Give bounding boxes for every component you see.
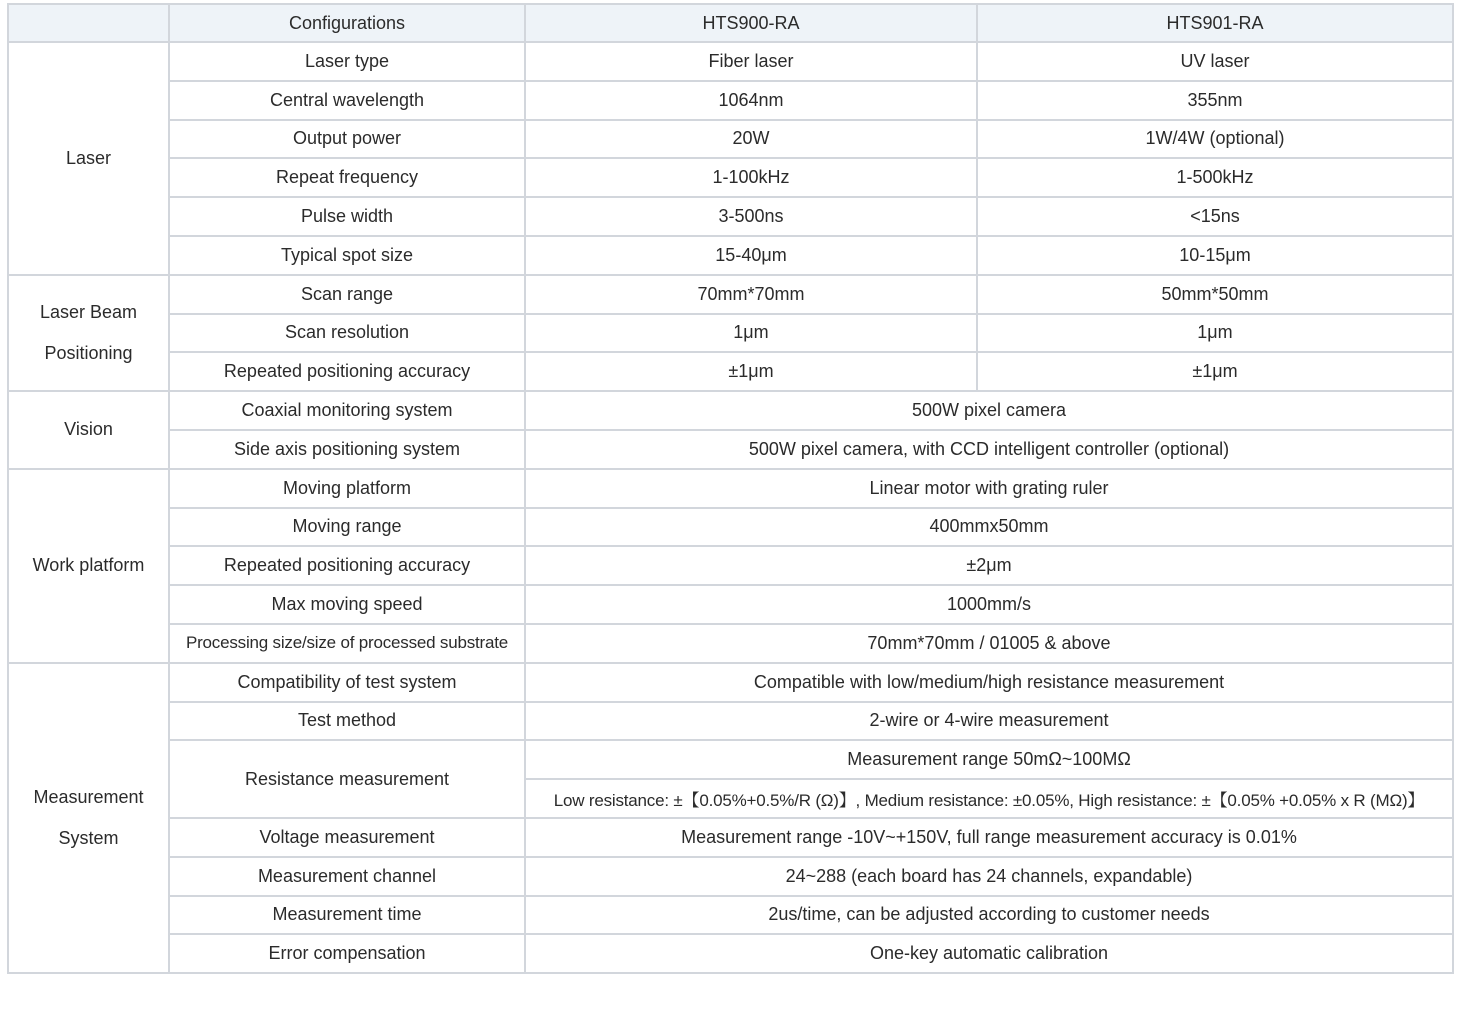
value-a-cell: 1μm — [525, 314, 977, 353]
table-row — [8, 546, 1453, 585]
param-cell: Pulse width — [169, 197, 525, 236]
value-merged-cell: Measurement range -10V~+150V, full range measurement accuracy is 0.01% — [525, 818, 1453, 857]
table-row — [8, 663, 1453, 702]
param-cell: Side axis positioning system — [169, 430, 525, 469]
param-cell: Moving range — [169, 508, 525, 547]
spec-table — [7, 3, 1454, 974]
value-merged-cell: 1000mm/s — [525, 585, 1453, 624]
header-configurations: Configurations — [169, 4, 525, 42]
param-cell: Max moving speed — [169, 585, 525, 624]
value-b-cell: 50mm*50mm — [977, 275, 1453, 314]
param-cell: Measurement channel — [169, 857, 525, 896]
value-b-cell: 1W/4W (optional) — [977, 120, 1453, 159]
value-a-cell: 1064nm — [525, 81, 977, 120]
value-a-cell: 1-100kHz — [525, 158, 977, 197]
table-row — [8, 391, 1453, 430]
value-merged-cell: 2-wire or 4-wire measurement — [525, 702, 1453, 741]
category-line: Positioning — [44, 342, 133, 363]
value-merged-cell: 500W pixel camera, with CCD intelligent controller (optional) — [525, 430, 1453, 469]
param-cell: Coaxial monitoring system — [169, 391, 525, 430]
table-row — [8, 430, 1453, 469]
value-merged-cell: Linear motor with grating ruler — [525, 469, 1453, 508]
param-cell: Moving platform — [169, 469, 525, 508]
value-a-cell: ±1μm — [525, 352, 977, 391]
value-b-cell: 10-15μm — [977, 236, 1453, 275]
table-row — [8, 81, 1453, 120]
value-b-cell: 355nm — [977, 81, 1453, 120]
param-cell: Measurement time — [169, 896, 525, 935]
value-merged-cell: One-key automatic calibration — [525, 934, 1453, 973]
header-model-b: HTS901-RA — [977, 4, 1453, 42]
value-b-cell: ±1μm — [977, 352, 1453, 391]
header-row — [8, 4, 1453, 42]
table-row — [8, 818, 1453, 857]
value-merged-cell: 2us/time, can be adjusted according to customer needs — [525, 896, 1453, 935]
value-b-cell: 1μm — [977, 314, 1453, 353]
param-cell: Scan resolution — [169, 314, 525, 353]
value-merged-cell: Compatible with low/medium/high resistance measurement — [525, 663, 1453, 702]
value-a-cell: 3-500ns — [525, 197, 977, 236]
category-line: System — [58, 827, 119, 848]
param-cell-resistance: Resistance measurement — [169, 740, 525, 818]
table-row — [8, 158, 1453, 197]
value-merged-cell: 400mmx50mm — [525, 508, 1453, 547]
table-row — [8, 857, 1453, 896]
table-row — [8, 740, 1453, 779]
header-blank-cell — [8, 4, 169, 42]
category-laser: Laser — [8, 42, 169, 275]
value-b-cell: UV laser — [977, 42, 1453, 81]
category-vision: Vision — [8, 391, 169, 469]
param-cell: Test method — [169, 702, 525, 741]
param-cell: Central wavelength — [169, 81, 525, 120]
table-row — [8, 702, 1453, 741]
category-laser-beam-positioning — [8, 275, 169, 391]
param-cell: Compatibility of test system — [169, 663, 525, 702]
param-cell: Repeated positioning accuracy — [169, 546, 525, 585]
value-a-cell: 20W — [525, 120, 977, 159]
category-line: Measurement — [33, 786, 144, 807]
category-work-platform: Work platform — [8, 469, 169, 663]
param-cell: Repeated positioning accuracy — [169, 352, 525, 391]
value-merged-cell: Low resistance: ±【0.05%+0.5%/R (Ω)】, Medium resistance: ±0.05%, High resistance: ±【0.05% +0.05% x R (MΩ)】 — [525, 779, 1453, 818]
table-row — [8, 585, 1453, 624]
table-row — [8, 275, 1453, 314]
table-row — [8, 197, 1453, 236]
value-merged-cell: 24~288 (each board has 24 channels, expandable) — [525, 857, 1453, 896]
param-cell: Output power — [169, 120, 525, 159]
value-a-cell: Fiber laser — [525, 42, 977, 81]
param-cell: Laser type — [169, 42, 525, 81]
table-row — [8, 120, 1453, 159]
table-row — [8, 352, 1453, 391]
param-cell: Voltage measurement — [169, 818, 525, 857]
value-a-cell: 70mm*70mm — [525, 275, 977, 314]
value-b-cell: 1-500kHz — [977, 158, 1453, 197]
value-merged-cell: Measurement range 50mΩ~100MΩ — [525, 740, 1453, 779]
header-model-a: HTS900-RA — [525, 4, 977, 42]
table-row — [8, 508, 1453, 547]
category-measurement-system — [8, 663, 169, 973]
value-a-cell: 15-40μm — [525, 236, 977, 275]
value-merged-cell: 500W pixel camera — [525, 391, 1453, 430]
value-b-cell: <15ns — [977, 197, 1453, 236]
table-row — [8, 896, 1453, 935]
param-cell: Error compensation — [169, 934, 525, 973]
param-cell: Processing size/size of processed substrate — [169, 624, 525, 663]
value-merged-cell: ±2μm — [525, 546, 1453, 585]
value-merged-cell: 70mm*70mm / 01005 & above — [525, 624, 1453, 663]
table-row — [8, 469, 1453, 508]
param-cell: Repeat frequency — [169, 158, 525, 197]
param-cell: Scan range — [169, 275, 525, 314]
table-row — [8, 314, 1453, 353]
table-row — [8, 42, 1453, 81]
table-row — [8, 624, 1453, 663]
table-row — [8, 236, 1453, 275]
category-line: Laser Beam — [39, 301, 138, 322]
table-row — [8, 934, 1453, 973]
param-cell: Typical spot size — [169, 236, 525, 275]
